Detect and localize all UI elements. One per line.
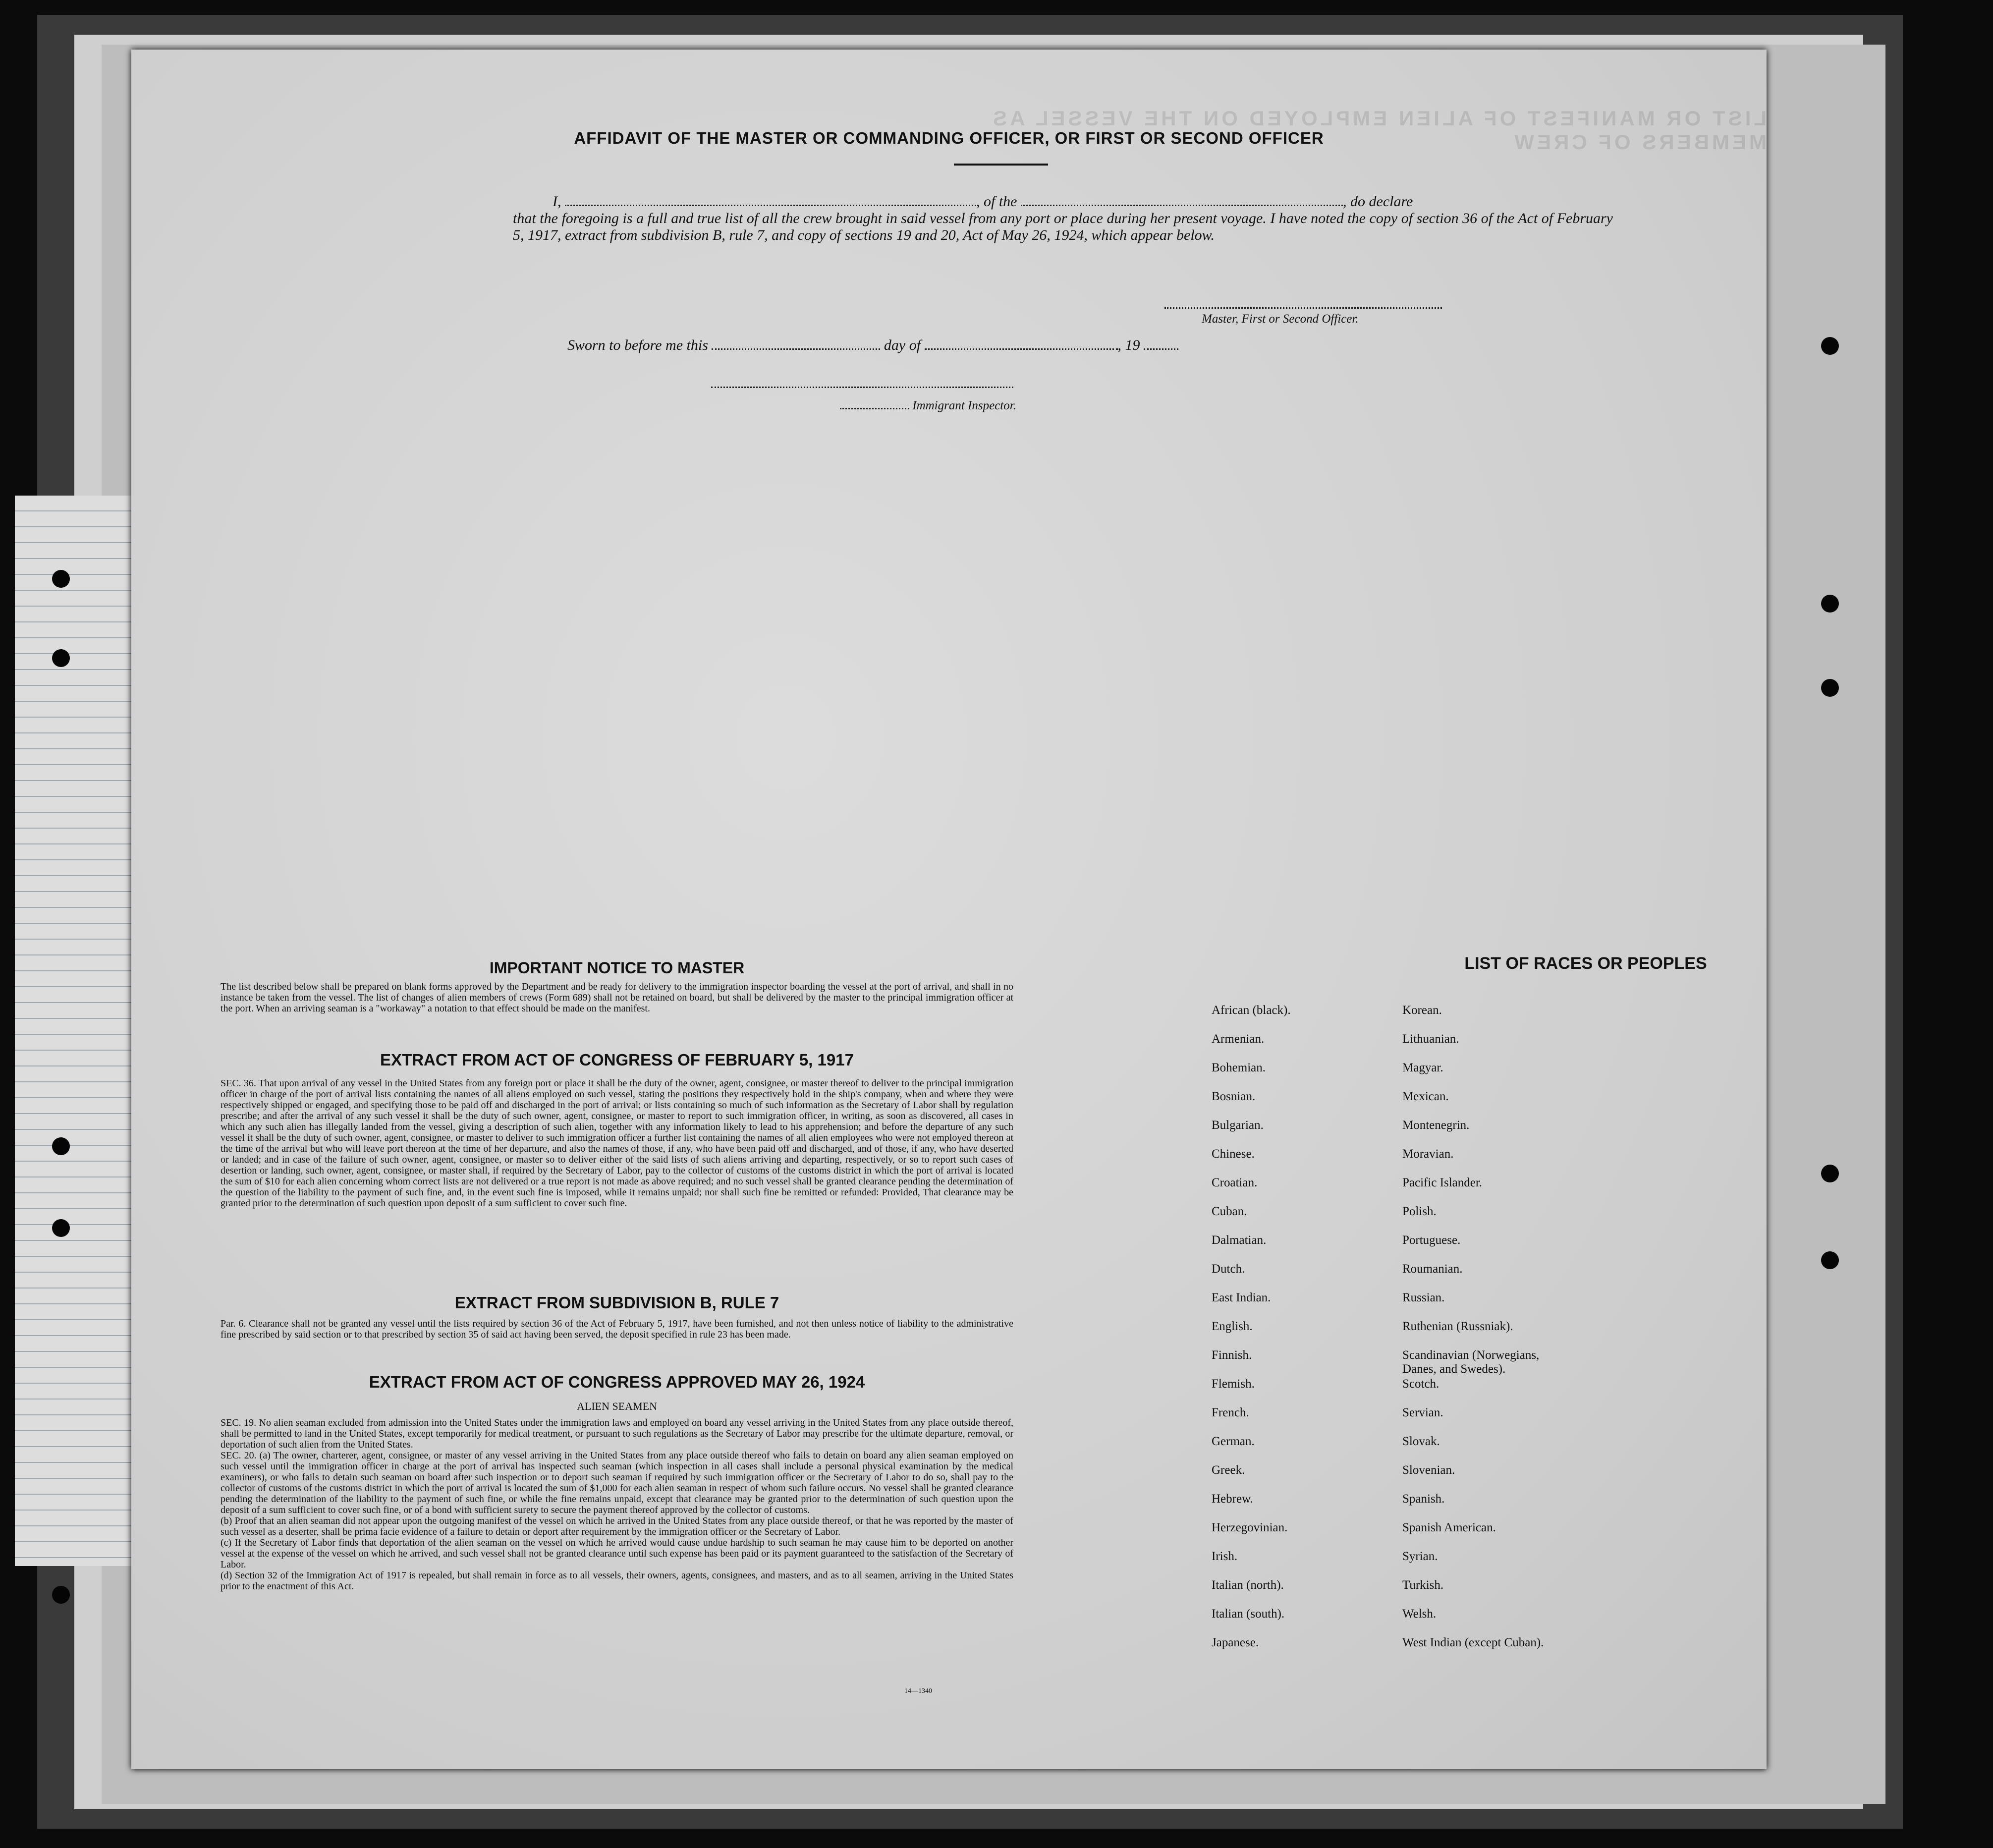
affidavit-do-declare: , do declare <box>1343 193 1413 210</box>
punch-hole <box>52 649 70 667</box>
title-underline <box>954 164 1048 166</box>
race-item: Dutch. <box>1212 1262 1245 1276</box>
inspector-signature-line[interactable] <box>711 387 1013 388</box>
punch-hole <box>52 1219 70 1237</box>
race-item: Scotch. <box>1402 1377 1439 1391</box>
race-item: Flemish. <box>1212 1377 1255 1391</box>
section-20c: (c) If the Secretary of Labor finds that deportation of the alien seaman on the vessel on which he arrived would cause undue hardship to such seaman he may cause him to be deported on another vessel at the expense of the vessel on which he arrived, and such vessel shall not be granted clearance until such expense has been paid or its payment guaranteed to the satisfaction of the Secretary of Labor. <box>221 1537 1013 1570</box>
punch-hole <box>1821 595 1839 613</box>
race-item: Italian (south). <box>1212 1607 1285 1621</box>
race-item: Ruthenian (Russniak). <box>1402 1320 1513 1333</box>
race-item: Croatian. <box>1212 1176 1258 1189</box>
race-item: Japanese. <box>1212 1636 1259 1649</box>
punch-hole <box>52 1137 70 1155</box>
race-item: Bosnian. <box>1212 1090 1256 1103</box>
notice-title: IMPORTANT NOTICE TO MASTER <box>489 959 745 977</box>
race-item: Finnish. <box>1212 1348 1252 1362</box>
race-item: Greek. <box>1212 1463 1245 1477</box>
inspector-dots <box>840 403 909 409</box>
affidavit-body <box>513 193 1613 244</box>
race-item: Welsh. <box>1402 1607 1437 1621</box>
race-item: Roumanian. <box>1402 1262 1463 1276</box>
form-page <box>131 50 1767 1769</box>
year-prefix: , 19 <box>1117 337 1140 353</box>
section-20a: SEC. 20. (a) The owner, charterer, agent, consignee, or master of any vessel arriving in the United States from any place outside thereof who fails to detain on board any alien seaman employed on such vessel until the immigration officer in charge at the port of arrival has inspected such seaman (which inspection in all cases shall include a personal physical examination by the medical examiners), or who fails to detain such seaman on board after such inspection or to deport such seaman if required by such immigration officer or the Secretary of Labor to do so, shall pay to the collector of customs of the customs district in which the port of arrival is located the sum of $1,000 for each alien seaman in respect of whom such failure occurs. No vessel shall be granted clearance pending the determination of the liability to the payment of such fine, or while the fine remains unpaid, except that clearance may be granted prior to the determination of such question upon the deposit of a sum sufficient to cover such fine, or of a bond with sufficient surety to secure the payment thereof approved by the collector of customs. <box>221 1450 1013 1515</box>
race-item: Korean. <box>1402 1004 1442 1017</box>
section-20d: (d) Section 32 of the Immigration Act of 1917 is repealed, but shall remain in force as to all vessels, their owners, agents, consignees, and masters, and as to all seamen, arriving in the United States prior to the enactment of this Act. <box>221 1570 1013 1592</box>
master-signature-line[interactable] <box>1164 307 1442 309</box>
month-blank[interactable] <box>925 337 1118 350</box>
race-item: Russian. <box>1402 1291 1445 1304</box>
race-item: Scandinavian (Norwegians, Danes, and Swedes). <box>1402 1348 1540 1376</box>
races-title: LIST OF RACES OR PEOPLES <box>1464 954 1707 973</box>
race-item: Armenian. <box>1212 1032 1265 1046</box>
extract-1924-body <box>221 1417 1013 1592</box>
race-item: Magyar. <box>1402 1061 1443 1074</box>
punch-hole <box>1821 337 1839 355</box>
race-item: Syrian. <box>1402 1550 1438 1563</box>
race-item: Polish. <box>1402 1205 1437 1218</box>
extract-1917-body: SEC. 36. That upon arrival of any vessel in the United States from any foreign port or place it shall be the duty of the owner, agent, consignee, or master thereof to deliver to the principal immigration officer in charge of the port of arrival lists containing the names of all aliens employed on such vessel, stating the positions they respectively hold in the ship's company, when and where they were respectively shipped or engaged, and specifying those to be paid off and discharged in the port of arrival; or lists containing so much of such information as the Secretary of Labor shall by regulation prescribe; and after the arrival of any such vessel it shall be the duty of such owner, agent, consignee, or master to report to such immigration officer, in writing, as soon as discovered, all cases in which any such alien has illegally landed from the vessel, giving a description of such alien, together with any information likely to lead to his apprehension; and before the departure of any such vessel it shall be the duty of such owner, agent, consignee, or master to deliver to such immigration officer a further list containing the names of all alien employees who were not employed thereon at the time of the arrival but who will leave port thereon at the time of her departure, and also the names of those, if any, who have been paid off and discharged, and of those, if any, who have deserted or landed; and in case of the failure of such owner, agent, consignee, or master so to deliver either of the said lists of such aliens arriving and departing, respectively, or so to report such cases of desertion or landing, such owner, agent, consignee, or master shall, if required by the Secretary of Labor, pay to the collector of customs of the customs district in which the port of arrival is located the sum of $10 for each alien concerning whom correct lists are not delivered or a true report is not made as above required; and no such vessel shall be granted clearance pending the determination of the question of the liability to the payment of such fine, and, in the event such fine is imposed, while it remains unpaid; nor shall such fine be remitted or refunded: Provided, That clearance may be granted prior to the determination of such question upon deposit of a sum sufficient to cover such fine. <box>221 1078 1013 1209</box>
notice-body: The list described below shall be prepared on blank forms approved by the Department and be ready for delivery to the immigration inspector boarding the vessel at the port of arrival, and shall in no instance be taken from the vessel. The list of changes of alien members of crews (Form 689) shall not be retained on board, but shall be delivered by the master to the principal immigration officer at the port. When an arriving seaman is a "workaway" a notation to that effect should be made on the manifest. <box>221 981 1013 1014</box>
day-blank[interactable] <box>712 337 880 350</box>
inspector-label-text: Immigrant Inspector. <box>912 399 1016 412</box>
race-item: Slovenian. <box>1402 1463 1455 1477</box>
race-item: Pacific Islander. <box>1402 1176 1483 1189</box>
race-item: Chinese. <box>1212 1147 1255 1161</box>
alien-seamen-subtitle: ALIEN SEAMEN <box>577 1400 657 1412</box>
race-item: West Indian (except Cuban). <box>1402 1636 1544 1649</box>
race-item: East Indian. <box>1212 1291 1271 1304</box>
race-item: Hebrew. <box>1212 1492 1253 1506</box>
race-item: Spanish. <box>1402 1492 1445 1506</box>
race-item: Herzegovinian. <box>1212 1521 1288 1534</box>
race-item: Dalmatian. <box>1212 1233 1267 1247</box>
day-of-label: day of <box>884 337 921 353</box>
race-item: Portuguese. <box>1402 1233 1461 1247</box>
race-item: Slovak. <box>1402 1435 1440 1448</box>
vessel-blank[interactable] <box>1021 194 1343 206</box>
year-blank[interactable] <box>1144 337 1178 350</box>
bleedthrough-text: LIST OR MANIFEST OF ALIEN EMPLOYED ON THE VESSEL AS MEMBERS OF CREW <box>990 107 1767 154</box>
master-signature-label: Master, First or Second Officer. <box>1202 312 1359 326</box>
race-item: Lithuanian. <box>1402 1032 1459 1046</box>
race-item: Spanish American. <box>1402 1521 1496 1534</box>
lined-paper-strip <box>15 496 139 1566</box>
race-item: Bohemian. <box>1212 1061 1266 1074</box>
race-item: Mexican. <box>1402 1090 1449 1103</box>
punch-hole <box>52 1586 70 1604</box>
form-number: 14—1340 <box>904 1687 932 1695</box>
punch-hole <box>1821 679 1839 697</box>
sworn-line <box>567 337 1410 354</box>
extract-rule7-body: Par. 6. Clearance shall not be granted any vessel until the lists required by section 36 of the Act of February 5, 1917, have been furnished, and not then unless notice of liability to the administrative fine prescribed by said section or to that prescribed by section 35 of said act having been served, the deposit specified in rule 23 has been made. <box>221 1318 1013 1340</box>
sworn-prefix: Sworn to before me this <box>567 337 708 353</box>
section-20b: (b) Proof that an alien seaman did not appear upon the outgoing manifest of the vessel on which he arrived in the United States from any place outside thereof, or that he was reported by the master of such vessel as a deserter, shall be prima facie evidence of a failure to detain or deport after requirement by the immigration officer or the Secretary of Labor. <box>221 1515 1013 1537</box>
affidavit-text: that the foregoing is a full and true list of all the crew brought in said vessel from any port or place during her present voyage. I have noted the copy of section 36 of the Act of February 5, 1917, extract from subdivision B, rule 7, and copy of sections 19 and 20, Act of May 26, 1924, which appear below. <box>513 210 1613 243</box>
race-item: Montenegrin. <box>1402 1119 1470 1132</box>
races-column-2 <box>1402 1004 1544 1665</box>
race-item: Servian. <box>1402 1406 1443 1419</box>
race-item: French. <box>1212 1406 1249 1419</box>
race-item: Turkish. <box>1402 1578 1444 1592</box>
affidavit-of-the: , of the <box>976 193 1017 210</box>
race-item: Irish. <box>1212 1550 1238 1563</box>
name-blank[interactable] <box>565 194 976 206</box>
race-item: German. <box>1212 1435 1255 1448</box>
punch-hole <box>1821 1165 1839 1182</box>
affidavit-title: AFFIDAVIT OF THE MASTER OR COMMANDING OFFICER, OR FIRST OR SECOND OFFICER <box>574 129 1324 147</box>
inspector-label <box>840 399 1016 413</box>
race-item: English. <box>1212 1320 1253 1333</box>
punch-hole <box>52 570 70 588</box>
races-column-1 <box>1212 1004 1291 1665</box>
race-item: Moravian. <box>1402 1147 1454 1161</box>
section-19: SEC. 19. No alien seaman excluded from admission into the United States under the immigration laws and employed on board any vessel arriving in the United States from any place outside thereof, shall be permitted to land in the United States, except temporarily for medical treatment, or pursuant to such regulations as the Secretary of Labor may prescribe for the ultimate departure, removal, or deportation of such alien from the United States. <box>221 1417 1013 1450</box>
race-item: Italian (north). <box>1212 1578 1284 1592</box>
punch-hole <box>1821 1251 1839 1269</box>
extract-1924-title: EXTRACT FROM ACT OF CONGRESS APPROVED MAY 26, 1924 <box>369 1373 865 1391</box>
race-item: African (black). <box>1212 1004 1291 1017</box>
extract-1917-title: EXTRACT FROM ACT OF CONGRESS OF FEBRUARY 5, 1917 <box>380 1051 854 1069</box>
race-item: Cuban. <box>1212 1205 1247 1218</box>
race-item: Bulgarian. <box>1212 1119 1264 1132</box>
affidavit-i: I, <box>553 193 561 210</box>
extract-rule7-title: EXTRACT FROM SUBDIVISION B, RULE 7 <box>454 1293 779 1312</box>
